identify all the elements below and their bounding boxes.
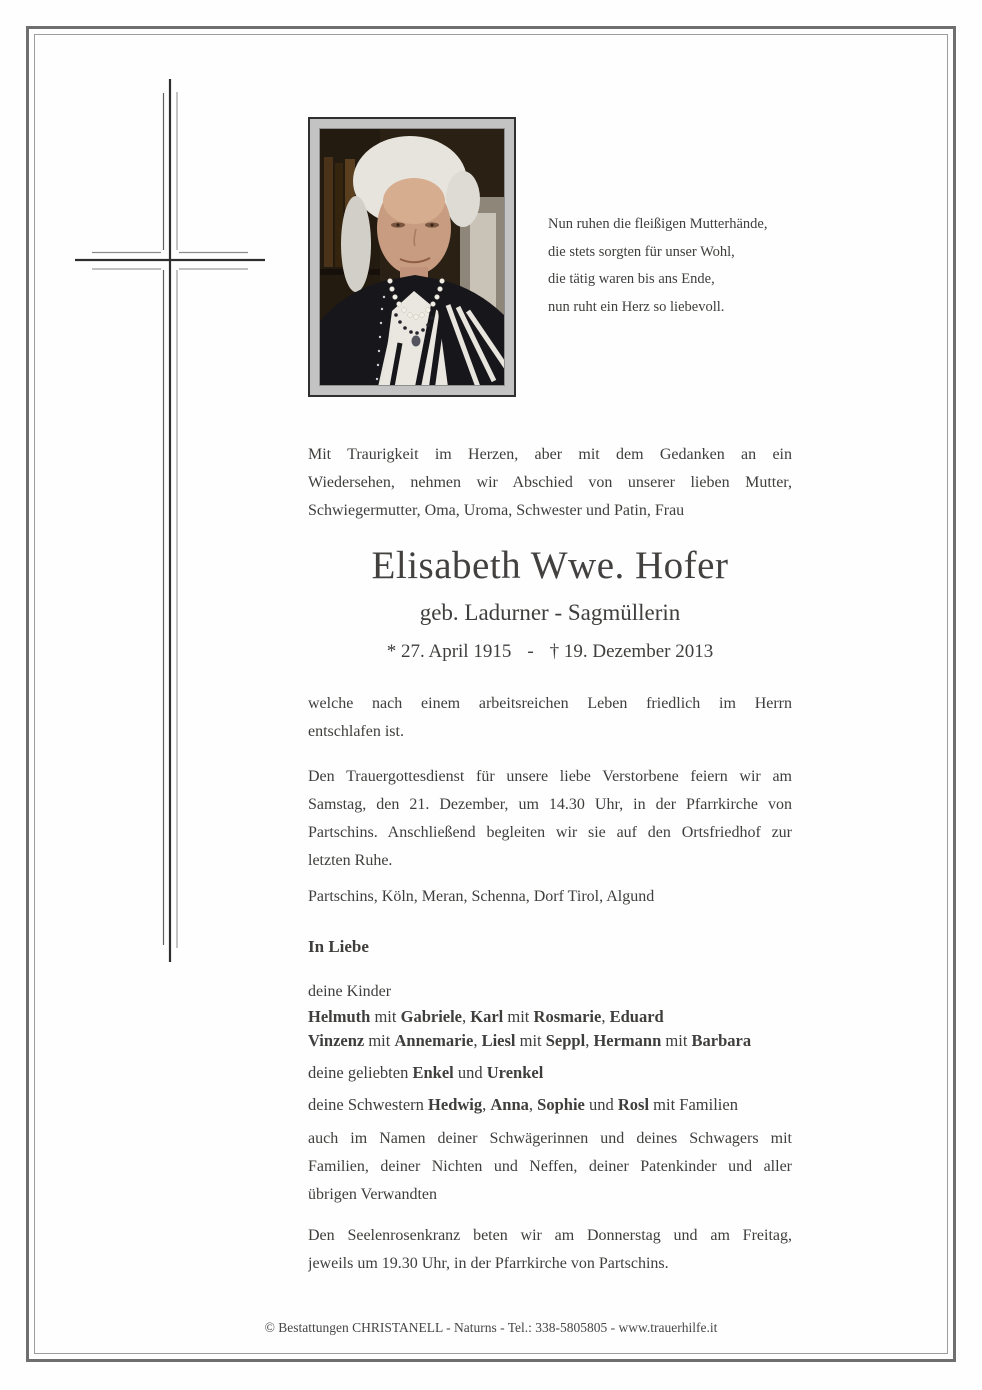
rosary-line: Den Seelenrosenkranz beten wir am Donnerstag und am Freitag,: [308, 1227, 792, 1244]
passing-paragraph: [308, 690, 792, 746]
poem-line: die stets sorgten für unser Wohl,: [548, 243, 735, 260]
portrait-photo: [308, 117, 516, 397]
dates-separator: -: [527, 641, 534, 662]
extended-line: Familien, deiner Nichten und Neffen, deiner Patenkinder und aller: [308, 1158, 792, 1175]
mourning-places: Partschins, Köln, Meran, Schenna, Dorf Tirol, Algund: [308, 888, 655, 905]
birth-date: * 27. April 1915: [386, 641, 512, 662]
rosary-paragraph: [308, 1222, 792, 1278]
children-names-line: Vinzenz mit Annemarie, Liesl mit Seppl, Hermann mit Barbara: [308, 1031, 752, 1050]
children-label: deine Kinder: [308, 983, 392, 1000]
poem-line: nun ruht ein Herz so liebevoll.: [548, 298, 725, 315]
announcement-body: [308, 441, 792, 1278]
passing-line: entschlafen ist.: [308, 723, 404, 740]
intro-line: Mit Traurigkeit im Herzen, aber mit dem Gedanken an ein: [308, 446, 792, 463]
intro-paragraph: [308, 441, 792, 525]
maiden-name: geb. Ladurner - Sagmüllerin: [419, 600, 681, 625]
in-love-label: In Liebe: [308, 937, 369, 956]
memorial-poem: [548, 211, 878, 321]
service-paragraph: [308, 763, 792, 875]
passing-line: welche nach einem arbeitsreichen Leben friedlich im Herrn: [308, 695, 792, 712]
poem-line: Nun ruhen die fleißigen Mutterhände,: [548, 216, 768, 232]
children-names-line: Helmuth mit Gabriele, Karl mit Rosmarie, Eduard: [308, 1007, 664, 1026]
deceased-name: Elisabeth Wwe. Hofer: [371, 544, 729, 587]
poem-line: die tätig waren bis ans Ende,: [548, 271, 715, 287]
service-line: Samstag, den 21. Dezember, um 14.30 Uhr, in der Pfarrkirche von: [308, 796, 792, 813]
service-line: letzten Ruhe.: [308, 852, 393, 869]
life-dates: [308, 638, 792, 666]
service-line: Partschins. Anschließend begleiten wir sie auf den Ortsfriedhof zur: [308, 824, 792, 841]
sisters-line: deine Schwestern Hedwig, Anna, Sophie und Rosl mit Familien: [308, 1095, 738, 1114]
photo-mat: [310, 119, 514, 395]
death-date: † 19. Dezember 2013: [549, 641, 714, 662]
extended-family-paragraph: [308, 1125, 792, 1209]
extended-line: übrigen Verwandten: [308, 1186, 437, 1203]
intro-line: Schwiegermutter, Oma, Uroma, Schwester und Patin, Frau: [308, 502, 685, 519]
extended-line: auch im Namen deiner Schwägerinnen und deines Schwagers mit: [308, 1130, 792, 1147]
cross-icon: [60, 70, 280, 970]
service-line: Den Trauergottesdienst für unsere liebe Verstorbene feiern wir am: [308, 768, 792, 785]
rosary-line: jeweils um 19.30 Uhr, in der Pfarrkirche von Partschins.: [308, 1255, 669, 1272]
grandchildren-line: deine geliebten Enkel und Urenkel: [308, 1063, 544, 1082]
intro-line: Wiedersehen, nehmen wir Abschied von unserer lieben Mutter,: [308, 474, 792, 491]
funeral-home-footer: © Bestattungen CHRISTANELL - Naturns - Tel.: 338-5805805 - www.trauerhilfe.it: [264, 1320, 718, 1335]
